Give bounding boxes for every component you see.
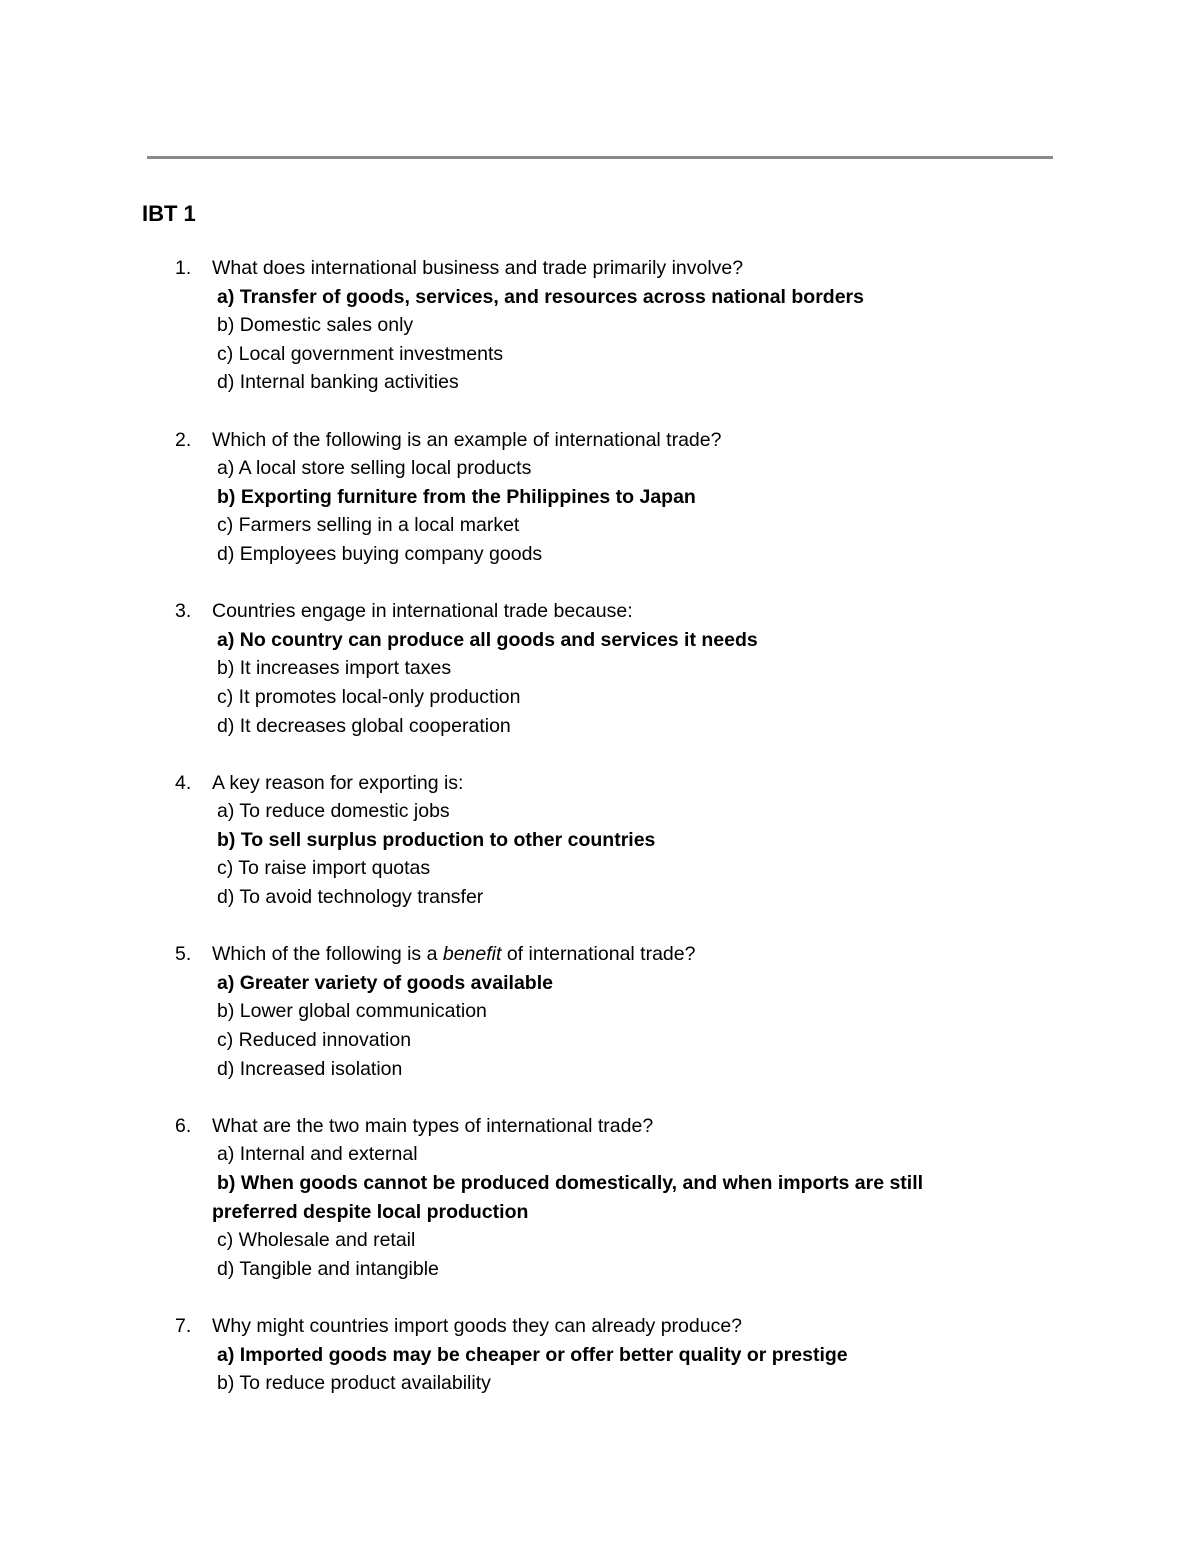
answer-option: c) Reduced innovation xyxy=(217,1029,412,1052)
answer-option-correct: a) No country can produce all goods and services it needs xyxy=(217,628,758,651)
answer-option: c) Wholesale and retail xyxy=(217,1229,416,1252)
question-text xyxy=(212,940,1200,969)
question-text: Which of the following is an example of international trade? xyxy=(212,428,722,451)
answer-option: d) It decreases global cooperation xyxy=(217,714,511,737)
answer-option: c) Farmers selling in a local market xyxy=(217,514,520,537)
answer-option: c) It promotes local-only production xyxy=(217,685,521,708)
question-text-part: Which of the following is a xyxy=(212,943,443,966)
header-rule xyxy=(147,156,1053,159)
question-number: 5. xyxy=(175,943,192,966)
question-number: 4. xyxy=(175,771,192,794)
question-text: What does international business and trade primarily involve? xyxy=(212,257,744,279)
answer-option-correct: a) Imported goods may be cheaper or offer better quality or prestige xyxy=(217,1343,848,1366)
question-text: A key reason for exporting is: xyxy=(212,771,464,794)
answer-option-correct: b) When goods cannot be produced domestically, and when imports are still preferred despite local production xyxy=(212,1172,924,1223)
answer-option: d) To avoid technology transfer xyxy=(217,886,484,909)
answer-option-correct: b) To sell surplus production to other countries xyxy=(217,828,656,851)
answer-option-correct: b) Exporting furniture from the Philippines to Japan xyxy=(217,485,696,508)
question-text-part: of international trade? xyxy=(501,943,696,966)
question-5 xyxy=(0,940,1200,1083)
answer-option: a) To reduce domestic jobs xyxy=(217,800,450,823)
question-4 xyxy=(0,769,1200,912)
question-text: What are the two main types of international trade? xyxy=(212,1114,654,1137)
answer-option: d) Internal banking activities xyxy=(217,371,459,394)
question-list xyxy=(0,254,1200,1426)
answer-option: a) A local store selling local products xyxy=(217,457,532,480)
answer-option: b) Lower global communication xyxy=(217,1000,487,1023)
answer-option: b) Domestic sales only xyxy=(217,314,414,337)
answer-option: d) Increased isolation xyxy=(217,1057,403,1080)
question-6 xyxy=(0,1112,1200,1284)
question-text: Countries engage in international trade because: xyxy=(212,600,633,623)
question-number: 2. xyxy=(175,428,192,451)
question-2 xyxy=(0,426,1200,569)
answer-option: d) Tangible and intangible xyxy=(217,1257,439,1280)
question-number: 7. xyxy=(175,1314,192,1337)
emphasized-word: benefit xyxy=(442,943,502,966)
answer-option-correct: a) Greater variety of goods available xyxy=(217,971,553,994)
question-3 xyxy=(0,597,1200,740)
answer-option: c) To raise import quotas xyxy=(217,857,431,880)
question-number: 1. xyxy=(175,257,192,279)
answer-option: d) Employees buying company goods xyxy=(217,542,543,565)
answer-option: c) Local government investments xyxy=(217,342,504,365)
document-title: IBT 1 xyxy=(142,201,196,226)
question-7 xyxy=(0,1312,1200,1398)
question-number: 3. xyxy=(175,600,192,623)
question-text: Why might countries import goods they can already produce? xyxy=(212,1314,743,1337)
answer-option: b) To reduce product availability xyxy=(217,1372,491,1395)
answer-option: b) It increases import taxes xyxy=(217,657,452,680)
answer-option-correct: a) Transfer of goods, services, and resources across national borders xyxy=(217,285,864,308)
question-1 xyxy=(0,254,1200,397)
question-number: 6. xyxy=(175,1114,192,1137)
answer-option: a) Internal and external xyxy=(217,1143,418,1166)
